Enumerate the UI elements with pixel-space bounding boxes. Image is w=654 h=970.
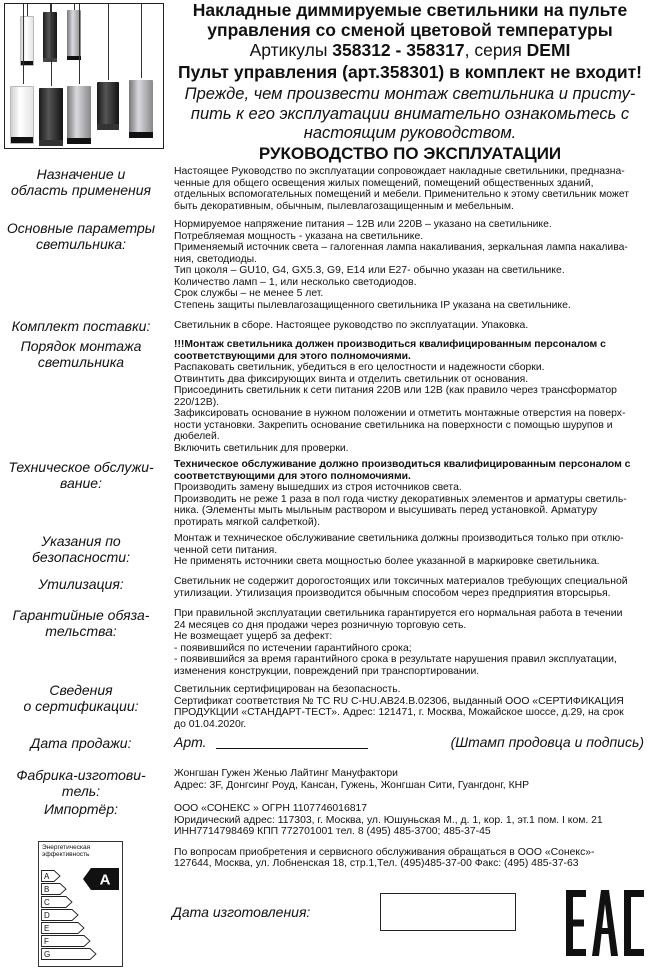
title-line1: Накладные диммируемые светильники на пульте xyxy=(192,0,628,20)
energy-bar-e xyxy=(41,922,85,934)
warranty-label: Гарантийные обяза- тельства: xyxy=(12,607,150,639)
safety-label: Указания по безопасности: xyxy=(32,533,130,565)
svg-text:A: A xyxy=(44,872,50,881)
mounting-label: Порядок монтажа светильника xyxy=(20,338,142,370)
energy-class-arrow xyxy=(83,868,119,890)
energy-label xyxy=(38,841,123,967)
svg-text:A: A xyxy=(99,871,111,889)
art-label: Арт. xyxy=(174,734,207,750)
kit-label: Комплект поставки: xyxy=(11,318,151,334)
importer-label: Импортёр: xyxy=(43,801,118,817)
mounting-text: !!!Монтаж светильника должен производиться квалифицированным персоналом с соответствующими для этого полномочиями. Распаковать светильник, убедиться в его целостности и надежности сборки. Отвинтить два фиксирующих винта и отделить светильник от основания. Присоединить светильник к сети питания 220В или 12В (как правило через трансформатор 220/12В). Зафиксировать основание в нужном положении и отметить монтажные отверстия на поверх- ности установки. Закрепить основание светильника на поверхности с помощью шурупов и дюбелей. Включить светильник для проверки. xyxy=(174,339,626,454)
service-text: Техническое обслуживание должно производиться квалифицированным персоналом с соответствующими для этого полномочиями. Производить замену вышедших из строя источников света. Производить не реже 1 раза в пол года чистку декоративных элементов и арматуры светиль- ника. (Элементы мыть мыльным раствором и высушивать перед установкой. Арматуру протирать мягкой салфеткой). xyxy=(174,459,631,528)
service-label: Техническое обслужи- вание: xyxy=(8,459,154,491)
energy-bar-c xyxy=(41,896,73,908)
purpose-label: Назначение и область применения xyxy=(10,166,152,198)
article-blank-line xyxy=(216,748,368,749)
stamp-label: (Штамп продовца и подпись) xyxy=(450,734,644,750)
title-line2: управления со сменой цветовой температуры xyxy=(207,20,613,40)
disposal-label: Утилизация: xyxy=(38,576,124,592)
energy-bar-g xyxy=(41,948,97,960)
product-image xyxy=(4,3,164,149)
svg-text:F: F xyxy=(44,937,49,946)
warning-line1: Прежде, чем произвести монтаж светильника и присту- xyxy=(184,85,636,103)
params-label: Основные параметры светильника: xyxy=(6,220,156,252)
factory-text: Жонгшан Гужен Женью Лайтинг Мануфактори Адрес: 3F, Донгсинг Роуд, Кансан, Гужень, Жонгшан Сити, Гуангдонг, КНР xyxy=(174,768,530,791)
svg-text:E: E xyxy=(44,924,50,933)
svg-text:D: D xyxy=(44,911,50,920)
warranty-text: При правильной эксплуатации светильника гарантируется его нормальная работа в течении 24 месяцев со дня продажи через розничную торговую сеть. Не возмещает ущерб за дефект: - появившийся по истечении гарантийного срока; - появившийся за время гарантийного срока в результате нарушения правил эксплуатации, изменения конструкции, повреждений при транспортировании. xyxy=(174,608,623,677)
factory-label: Фабрика-изготови- тель: xyxy=(16,767,146,799)
purpose-text: Настоящее Руководство по эксплуатации сопровождает накладные светильники, предназна- ченные для общего освещения жилых помещений, помещений общественных зданий, отдельных вспомогательных помещений и мебели. Применительно к этому светильник может быть декоративным, обычным, пылевлагозащищенным и мебельным. xyxy=(174,166,630,212)
eac-mark xyxy=(566,890,644,956)
safety-text: Монтаж и техническое обслуживание светильника должны производиться только при отклю- ченной сети питания. Не применять источники света мощностью более указанной в маркировке светильника. xyxy=(174,533,624,567)
energy-title: Энергетическая эффективность xyxy=(42,844,91,858)
manufacture-date-label: Дата изготовления: xyxy=(172,904,311,920)
energy-bar-b xyxy=(41,883,67,895)
sale-label: Дата продажи: xyxy=(30,735,132,751)
energy-bar-f xyxy=(41,935,91,947)
disposal-text: Светильник не содержит дорогостоящих или токсичных материалов требующих специальной утилизации. Утилизация производится обычным способом через предприятия вторсырья. xyxy=(174,576,628,599)
manufacture-date-box xyxy=(380,893,516,931)
cert-label: Сведения о сертификации: xyxy=(23,682,139,714)
warning-line3: настоящим руководством. xyxy=(303,124,517,142)
svg-text:C: C xyxy=(44,898,50,907)
svg-text:G: G xyxy=(44,950,51,959)
warning-line2: пить к его эксплуатации внимательно ознакомьтесь с xyxy=(190,105,630,123)
remote-note: Пульт управления (арт.358301) в комплект не входит! xyxy=(178,62,642,82)
importer-text: ООО «СОНЕКС » ОГРН 1107746016817 Юридический адрес: 117303, г. Москва, ул. Юшуньская М., д. 1, кор. 1, эт.1 пом. I ком. 21 ИНН7714798469 КПП 772701001 тел. 8 (495) 485-3700; 485-37-45 По вопросам приобретения и сервисного обслуживания обращаться в ООО «Сонекс»- 127644, Москва, ул. Лобненская 18, стр.1,Тел. (495)485-37-00 Факс: (495) 485-37-63 xyxy=(174,803,603,869)
cert-text: Светильник сертифицирован на безопасность. Сертификат соответствия № ТС RU C-HU.AB24.B.02306, выданный ООО «СЕРТИФИКАЦИЯ ПРОДУКЦИИ «СТАНДАРТ-ТЕСТ». Адрес: 121471, г. Москва, Можайское шоссе, д.29, на срок до 01.04.2020г. xyxy=(174,684,624,730)
params-text: Нормируемое напряжение питания – 12В или 220В – указано на светильнике. Потребляемая мощность - указана на светильнике. Применяемый источник света – галогенная лампа накаливания, зеркальная лампа накалива- ния, светодиоды. Тип цоколя – GU10, G4, GX5.3, G9, E14 или E27- обычно указан на светильнике. Количество ламп – 1, или несколько светодиодов. Срок службы – не менее 5 лет. Степень защиты пылевлагозащищенного светильника IP указана на светильнике. xyxy=(174,219,628,311)
manual-title: РУКОВОДСТВО ПО ЭКСПЛУАТАЦИИ xyxy=(258,144,562,163)
svg-text:B: B xyxy=(44,885,50,894)
kit-text: Светильник в сборе. Настоящее руководство по эксплуатации. Упаковка. xyxy=(174,320,529,331)
energy-bar-a xyxy=(41,870,61,882)
energy-bar-d xyxy=(41,909,79,921)
articles-line: Артикулы 358312 - 358317, серия DEMI xyxy=(249,40,571,60)
sale-row xyxy=(174,734,644,752)
